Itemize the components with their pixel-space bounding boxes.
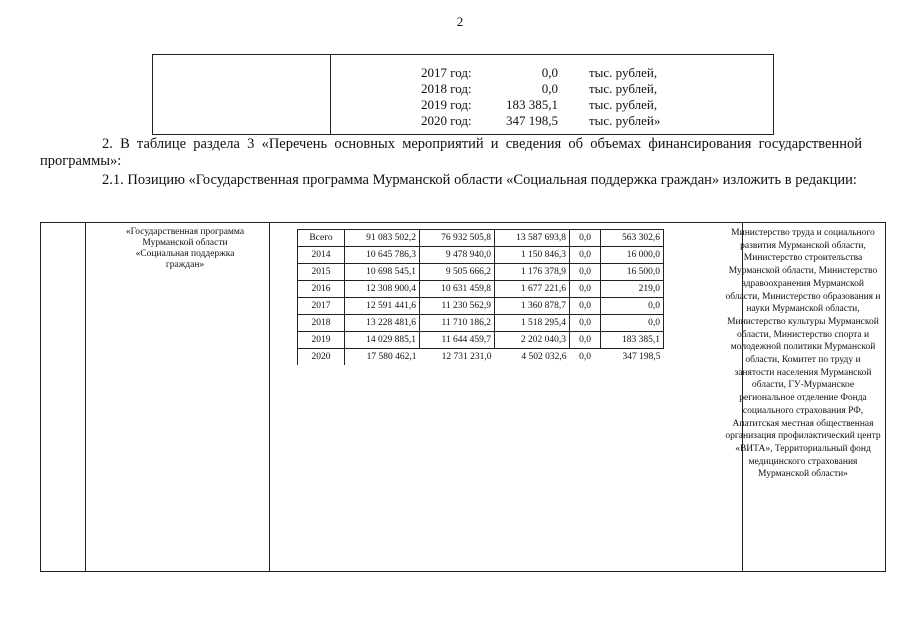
cell-year: 2020 bbox=[298, 349, 345, 366]
funding-unit: тыс. рублей, bbox=[589, 81, 658, 96]
funding-amount: 0,0 bbox=[541, 65, 558, 80]
cell-year: 2014 bbox=[298, 247, 345, 264]
cell-municipal: 0,0 bbox=[570, 332, 601, 349]
cell-total: 13 228 481,6 bbox=[345, 315, 420, 332]
cell-year: 2018 bbox=[298, 315, 345, 332]
cell-regional: 10 631 459,8 bbox=[420, 281, 495, 298]
paragraph-section-3: 2. В таблице раздела 3 «Перечень основных мероприятий и сведения об объемах финансирования государственной программы»: bbox=[40, 136, 862, 169]
cell-regional: 11 644 459,7 bbox=[420, 332, 495, 349]
cell-federal: 13 587 693,8 bbox=[495, 230, 570, 247]
funding-year: 2019 год: bbox=[421, 97, 472, 112]
table-row bbox=[298, 247, 664, 264]
funding-year: 2017 год: bbox=[421, 65, 472, 80]
cell-federal: 2 202 040,3 bbox=[495, 332, 570, 349]
cell-extra: 16 500,0 bbox=[601, 264, 664, 281]
cell-extra: 183 385,1 bbox=[601, 332, 664, 349]
cell-municipal: 0,0 bbox=[570, 264, 601, 281]
table-row bbox=[298, 332, 664, 349]
cell-year: 2019 bbox=[298, 332, 345, 349]
cell-total: 10 698 545,1 bbox=[345, 264, 420, 281]
cell-total: 12 591 441,6 bbox=[345, 298, 420, 315]
cell-extra: 219,0 bbox=[601, 281, 664, 298]
funding-year: 2018 год: bbox=[421, 81, 472, 96]
table-row bbox=[298, 315, 664, 332]
funding-unit: тыс. рублей, bbox=[589, 65, 658, 80]
cell-federal: 1 150 846,3 bbox=[495, 247, 570, 264]
cell-regional: 12 731 231,0 bbox=[441, 352, 492, 362]
cell-extra: 347 198,5 bbox=[622, 352, 661, 362]
cell-year: Всего bbox=[298, 230, 345, 247]
cell-municipal: 0,0 bbox=[579, 352, 591, 362]
table-row bbox=[298, 264, 664, 281]
cell-extra: 16 000,0 bbox=[601, 247, 664, 264]
cell-regional: 9 505 666,2 bbox=[420, 264, 495, 281]
cell-municipal: 0,0 bbox=[570, 230, 601, 247]
cell-federal: 1 176 378,9 bbox=[495, 264, 570, 281]
cell-year: 2016 bbox=[298, 281, 345, 298]
funding-summary-table bbox=[152, 54, 774, 135]
cell-municipal: 0,0 bbox=[570, 281, 601, 298]
cell-total: 10 645 786,3 bbox=[345, 247, 420, 264]
table-row bbox=[298, 298, 664, 315]
cell-regional: 76 932 505,8 bbox=[420, 230, 495, 247]
cell-municipal: 0,0 bbox=[570, 298, 601, 315]
cell-municipal: 0,0 bbox=[570, 247, 601, 264]
cell-federal: 1 518 295,4 bbox=[495, 315, 570, 332]
cell-total: 14 029 885,1 bbox=[345, 332, 420, 349]
table-divider bbox=[330, 55, 331, 134]
funding-year: 2020 год: bbox=[421, 113, 472, 128]
column-divider bbox=[269, 223, 270, 571]
cell-regional: 9 478 940,0 bbox=[420, 247, 495, 264]
cell-total: 12 308 900,4 bbox=[345, 281, 420, 298]
paragraph-item-2-1: 2.1. Позицию «Государственная программа Мурманской области «Социальная поддержка граждан» изложить в редакции: bbox=[102, 172, 857, 188]
executors-list: Министерство труда и социального развития Мурманской области, Министерство строительства Мурманской области, Министерство здравоохранения Мурманской области, Министерство образования и науки Мурманской области, Министерство культуры Мурманской области, Министерство спорта и молодежной политики Мурманской области, Комитет по труду и занятости населения Мурманской области, ГУ-Мурманское региональное отделение Фонда социального страхования РФ, Апатитская местная общественная организация профилактический центр «ВИТА», Территориальный фонд медицинского страхования Мурманской области» bbox=[725, 228, 881, 480]
cell-extra: 0,0 bbox=[601, 315, 664, 332]
financing-grid bbox=[297, 229, 664, 365]
funding-unit: тыс. рублей» bbox=[589, 113, 661, 128]
cell-federal: 1 360 878,7 bbox=[495, 298, 570, 315]
cell-regional: 11 230 562,9 bbox=[420, 298, 495, 315]
cell-year: 2015 bbox=[298, 264, 345, 281]
cell-extra: 563 302,6 bbox=[601, 230, 664, 247]
cell-extra: 0,0 bbox=[601, 298, 664, 315]
cell-regional: 11 710 186,2 bbox=[420, 315, 495, 332]
cell-federal: 1 677 221,6 bbox=[495, 281, 570, 298]
table-row bbox=[298, 349, 664, 366]
cell-municipal: 0,0 bbox=[570, 315, 601, 332]
funding-amount: 183 385,1 bbox=[506, 97, 558, 112]
funding-unit: тыс. рублей, bbox=[589, 97, 658, 112]
program-table bbox=[40, 222, 886, 572]
funding-amount: 347 198,5 bbox=[506, 113, 558, 128]
funding-amount: 0,0 bbox=[541, 81, 558, 96]
table-row bbox=[298, 281, 664, 298]
cell-year: 2017 bbox=[298, 298, 345, 315]
column-divider bbox=[85, 223, 86, 571]
page-number: 2 bbox=[456, 14, 464, 29]
cell-federal: 4 502 032,6 bbox=[521, 352, 567, 362]
table-row bbox=[298, 230, 664, 247]
program-name: «Государственная программа Мурманской области «Социальная поддержка граждан» bbox=[125, 227, 245, 270]
cell-total: 91 083 502,2 bbox=[345, 230, 420, 247]
cell-total: 17 580 462,1 bbox=[366, 352, 417, 362]
